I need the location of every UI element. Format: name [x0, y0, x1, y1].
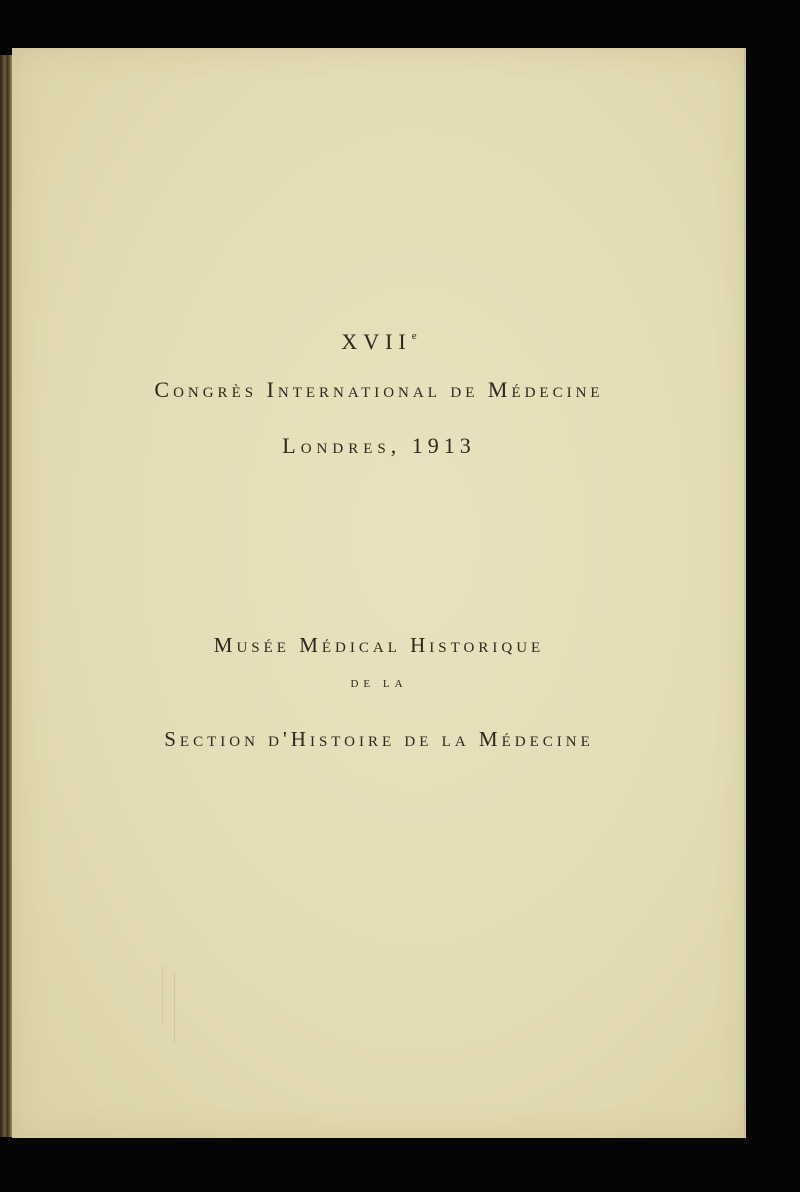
section-title: Section d'Histoire de la Médecine	[164, 727, 594, 751]
edition-numeral: XVII	[341, 329, 412, 354]
paper-crease	[162, 966, 163, 1026]
city-year: Londres, 1913	[282, 433, 476, 458]
title-page	[12, 48, 746, 1138]
edition-heading	[12, 329, 746, 355]
connector-text: DE LA	[350, 678, 408, 690]
paper-crease	[174, 973, 175, 1043]
edition-suffix: e	[411, 330, 417, 342]
congress-title: Congrès International de Médecine	[154, 377, 604, 402]
page-edge	[744, 48, 746, 1138]
museum-title: Musée Médical Historique	[213, 633, 545, 657]
